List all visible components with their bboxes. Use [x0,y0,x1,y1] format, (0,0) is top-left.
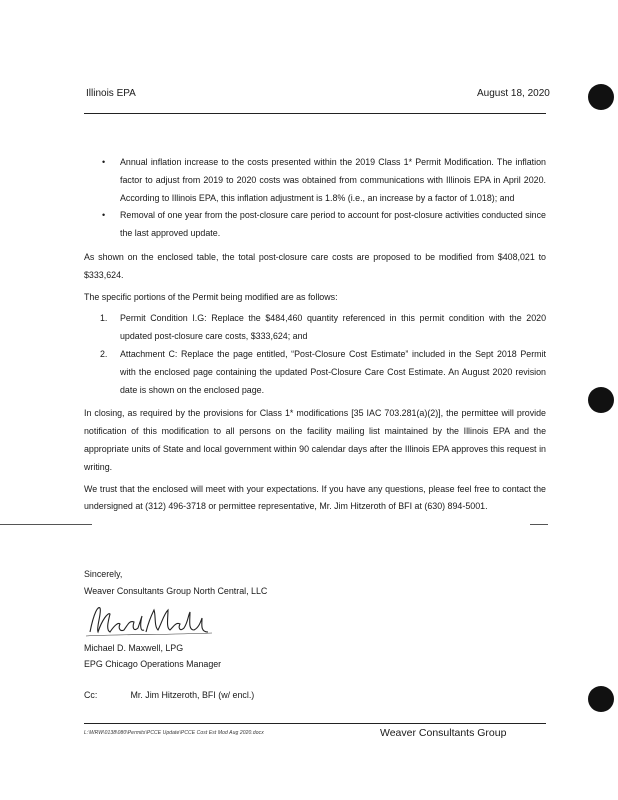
bullet-list [84,154,546,243]
numbered-list [84,310,546,399]
cc-line [84,690,254,700]
cc-label: Cc: [84,690,98,700]
header-rule [84,113,546,114]
cc-recipient: Mr. Jim Hitzeroth, BFI (w/ encl.) [130,690,255,700]
item-text: Permit Condition I.G: Replace the $484,460 quantity referenced in this permit condition with the 2020 updated post-closure care costs, $333,624; and [120,313,546,342]
signer-title: EPG Chicago Operations Manager [84,659,222,669]
letter-body [84,154,546,516]
paragraph-closing: In closing, as required by the provisions for Class 1* modifications [35 IAC 703.281(a)(2)], the permittee will provide notification of this modification to all persons on the facility mailing list maintained by the Illinois EPA and the appropriate units of State and local government within 90 calendar days after the Illinois EPA approves this request in writing. [84,408,546,472]
item-number: 1. [100,313,108,324]
punch-hole-top [588,84,614,110]
item-number: 2. [100,348,108,359]
salutation: Sincerely, [84,569,123,579]
bullet-dot-icon: • [102,210,106,221]
company-name: Weaver Consultants Group North Central, LLC [84,586,268,596]
punch-hole-middle [588,387,614,413]
signer-block [84,640,221,672]
bullet-item [84,207,546,243]
numbered-item [84,310,546,346]
punch-hole-bottom [588,686,614,712]
numbered-item [84,346,546,399]
footer-company: Weaver Consultants Group [380,727,507,739]
bullet-text: Annual inflation increase to the costs presented within the 2019 Class 1* Permit Modification. The inflation factor to adjust from 2019 to 2020 costs was obtained from communications with Illinois EPA in April 2020. According to Illinois EPA, this inflation adjustment is 1.8% (i.e., an increase by a factor of 1.018); and [120,157,546,203]
scan-artifact-line [530,524,548,525]
paragraph-portions: The specific portions of the Permit being modified are as follows: [84,291,338,302]
footer-rule [84,723,546,724]
header-date: August 18, 2020 [477,88,550,99]
bullet-item [84,154,546,207]
closing-block [84,566,267,600]
footer-file-path: L:\WRW\0138\080\Permits\PCCE Update\PCCE Cost Est Mod Aug 2020.docx [84,730,264,736]
header-addressee: Illinois EPA [86,88,136,99]
bullet-text: Removal of one year from the post-closure care period to account for post-closure activities conducted since the last approved update. [120,210,546,239]
paragraph-contact: We trust that the enclosed will meet with your expectations. If you have any questions, please feel free to contact the undersigned at (312) 496-3718 or permittee representative, Mr. Jim Hitzeroth of BFI at (630) 894-5001. [84,483,546,512]
item-text: Attachment C: Replace the page entitled, “Post-Closure Cost Estimate” included in the Sept 2018 Permit with the enclosed page containing the updated Post-Closure Care Cost Estimate. An August 2020 revision date is shown on the enclosed page. [120,348,546,395]
scan-artifact-line [0,524,92,525]
handwritten-signature [84,602,214,642]
bullet-dot-icon: • [102,157,106,167]
paragraph-totals: As shown on the enclosed table, the total post-closure care costs are proposed to be modified from $408,021 to $333,624. [84,251,546,280]
signer-name: Michael D. Maxwell, LPG [84,643,184,653]
